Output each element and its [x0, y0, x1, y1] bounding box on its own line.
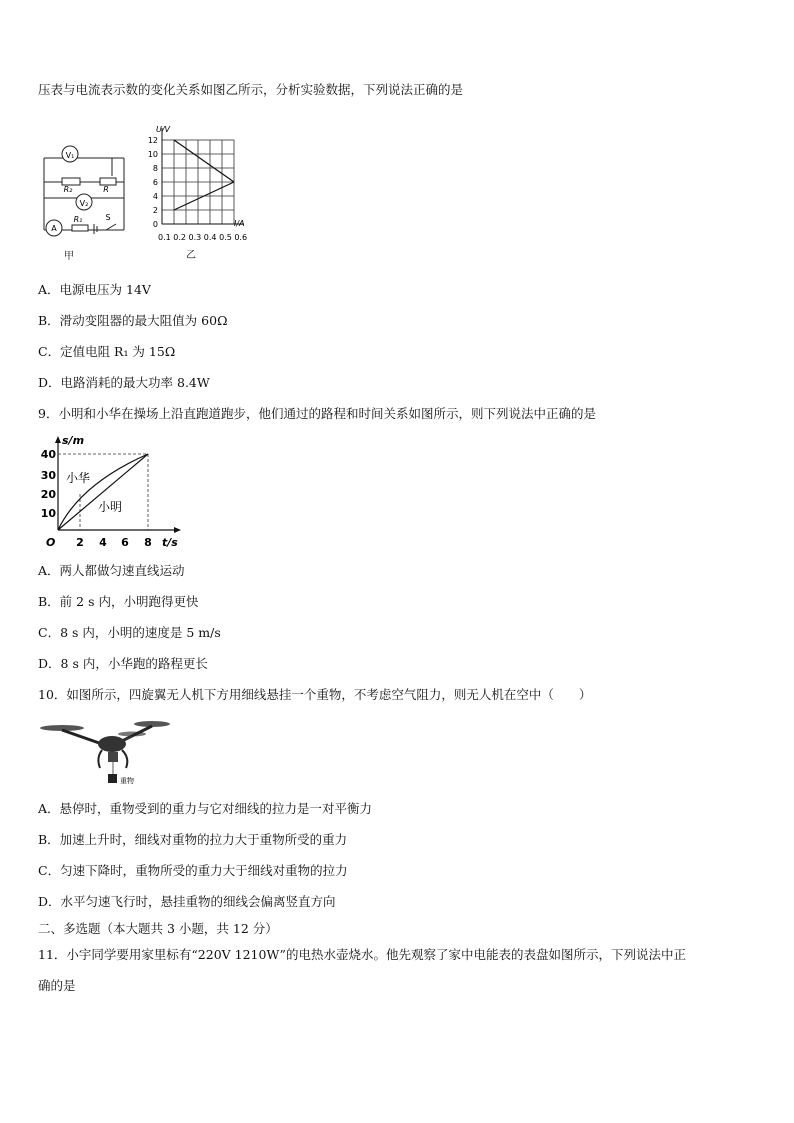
ammeter-label: A	[51, 224, 57, 233]
s-tick-30: 30	[40, 469, 56, 482]
xiaohua-label: 小华	[66, 471, 91, 485]
section2-heading: 二、多选题（本大题共 3 小题，共 12 分）	[38, 921, 278, 936]
q10-option-b: B．加速上升时，细线对重物的拉力大于重物所受的重力	[38, 832, 348, 847]
xiaoming-label: 小明	[98, 500, 123, 514]
drone-figure	[40, 718, 180, 792]
graph-x-ticks: 0.1 0.2 0.3 0.4 0.5 0.6	[158, 233, 248, 242]
s-tick-20: 20	[40, 488, 56, 501]
r2-label: R₂	[63, 185, 73, 194]
r1-label: R₁	[73, 215, 83, 224]
v1-label: V₁	[65, 151, 75, 160]
t-tick-8: 8	[144, 536, 152, 549]
q10-option-a: A．悬停时，重物受到的重力与它对细线的拉力是一对平衡力	[38, 801, 373, 816]
t-tick-4: 4	[99, 536, 107, 549]
fig-yi-label: 乙	[186, 250, 196, 261]
q10-option-d: D．水平匀速飞行时，悬挂重物的细线会偏离竖直方向	[38, 894, 336, 909]
s-tick-40: 40	[40, 448, 56, 461]
q10-option-c: C．匀速下降时，重物所受的重力大于细线对重物的拉力	[38, 863, 348, 878]
y-tick-0: 0	[152, 220, 158, 229]
q8-option-c: C．定值电阻 R₁ 为 15Ω	[38, 344, 176, 359]
q9-stem: 9．小明和小华在操场上沿直跑道跑步，他们通过的路程和时间关系如图所示，则下列说法中正确的是	[38, 406, 596, 421]
t-tick-2: 2	[76, 536, 84, 549]
y-tick-8: 8	[152, 164, 158, 173]
xiaoming-line	[58, 454, 148, 530]
origin-label: O	[46, 536, 56, 549]
r-label: R	[103, 185, 109, 194]
q8-option-a: A．电源电压为 14V	[38, 282, 151, 297]
weight-label: 重物	[120, 777, 134, 785]
st-graph	[36, 434, 196, 550]
q11-line2: 确的是	[38, 978, 76, 993]
q9-option-c: C．8 s 内，小明的速度是 5 m/s	[38, 625, 221, 640]
q11-line1: 11．小宇同学要用家里标有“220V 1210W”的电热水壶烧水。他先观察了家中电能表的表盘如图所示，下列说法中正	[38, 947, 686, 962]
q8-intro: 压表与电流表示数的变化关系如图乙所示，分析实验数据，下列说法正确的是	[38, 82, 464, 97]
y-tick-4: 4	[152, 192, 158, 201]
q9-option-a: A．两人都做匀速直线运动	[38, 563, 185, 578]
q8-option-b: B．滑动变阻器的最大阻值为 60Ω	[38, 313, 228, 328]
q9-option-d: D．8 s 内，小华跑的路程更长	[38, 656, 208, 671]
x-axis-label: t/s	[162, 536, 178, 549]
y-axis-label: s/m	[62, 434, 85, 447]
fig-jia-label: 甲	[64, 251, 74, 262]
y-tick-12: 12	[147, 136, 158, 145]
graph-x-axis-label: I/A	[234, 219, 245, 228]
t-tick-6: 6	[121, 536, 129, 549]
y-tick-6: 6	[152, 178, 158, 187]
q9-option-b: B．前 2 s 内，小明跑得更快	[38, 594, 199, 609]
q8-option-d: D．电路消耗的最大功率 8.4W	[38, 375, 210, 390]
circuit-diagram	[36, 140, 128, 240]
q10-stem: 10．如图所示，四旋翼无人机下方用细线悬挂一个重物，不考虑空气阻力，则无人机在空中（ ）	[38, 687, 592, 702]
ui-graph	[134, 120, 254, 250]
s-tick-10: 10	[40, 507, 56, 520]
v2-label: V₂	[79, 199, 89, 208]
y-tick-2: 2	[152, 206, 158, 215]
y-tick-10: 10	[147, 150, 158, 159]
switch-label: S	[105, 213, 111, 222]
graph-y-axis-label: U/V	[156, 125, 171, 134]
